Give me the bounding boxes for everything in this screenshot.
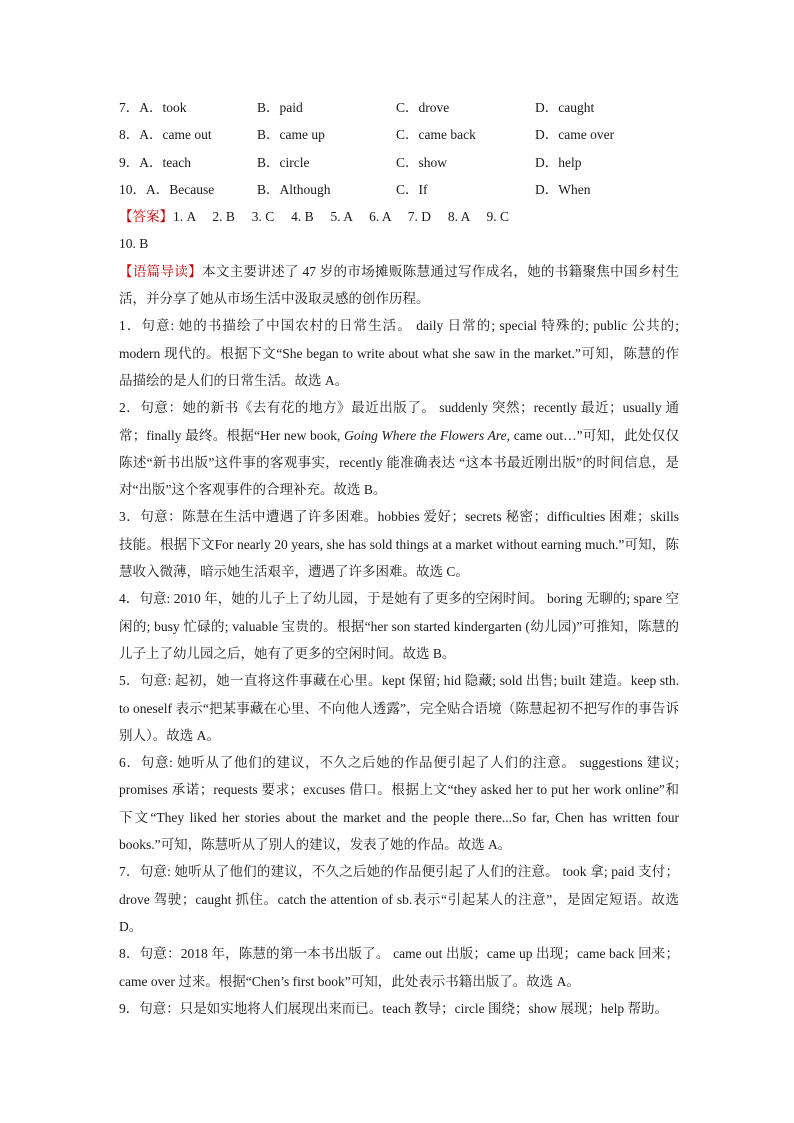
option-b: B．paid (257, 100, 303, 115)
book-title: Going Where the Flowers Are (344, 427, 507, 443)
explanation-9: 9．句意：只是如实地将人们展现出来而已。teach 教导；circle 围绕；show 展现；help 帮助。 (119, 1000, 668, 1016)
option-d: D．caught (535, 100, 595, 115)
explanation-5: 5．句意: 起初，她一直将这件事藏在心里。kept 保留; hid 隐藏; sold 出售; built 建造。keep sth. to oneself 表示“把某事藏在心里、不向他人透露”，完全贴合语境（陈慧起初不把写作的事告诉别人）。故选 A。 (119, 673, 679, 743)
explanation-8: 8．句意：2018 年，陈慧的第一本书出版了。 came out 出版；came up 出现；came back 回来；came over 过来。根据“Chen’s first book”可知，此处表示书籍出版了。故选 A。 (119, 946, 679, 989)
explanation-2-part: 2．句意：她的新书《去有花的地方》最近出版了。 suddenly 突然；recently 最近；usually 通常；finally 最终。根据“Her new book, (119, 400, 679, 443)
answer-block (119, 203, 679, 258)
option-a: 7．A．took (119, 100, 187, 115)
option-row (119, 121, 679, 148)
option-c: C．drove (396, 100, 450, 115)
explanation-2-part: , came out…”可知，此处仅仅陈述“新书出版”这件事的客观事实，recently 能准确表达 “这本书最近刚出版”的时间信息，是对“出版”这个客观事件的合理补充。故选 B。 (119, 427, 679, 498)
option-row (119, 94, 679, 121)
option-b: B．circle (257, 154, 310, 170)
option-d: D．help (535, 154, 582, 170)
option-d: D．When (535, 181, 591, 197)
answer-line-2: 10. B (119, 236, 149, 252)
option-d: D．came over (535, 127, 615, 143)
explanation-6: 6．句意: 她听从了他们的建议，不久之后她的作品便引起了人们的注意。 suggestions 建议; promises 承诺；requests 要求；excuses 借口。根据上文“they asked her to put her work online”和下文“They liked her stories about the market and the people there...So far, Chen has written four books.”可知，陈慧听从了别人的建议，发表了她的作品。故选 A。 (119, 755, 679, 853)
explanation-7: 7．句意: 她听从了他们的建议，不久之后她的作品便引起了人们的注意。 took 拿; paid 支付；drove 驾驶；caught 抓住。catch the attention of sb.表示“引起某人的注意”，是固定短语。故选 D。 (119, 864, 679, 934)
guide-text: 本文主要讲述了 47 岁的市场摊贩陈慧通过写作成名，她的书籍聚焦中国乡村生活，并分享了她从市场生活中汲取灵感的创作历程。 (119, 263, 680, 307)
explanation-2 (119, 394, 679, 503)
answer-label: 【答案】 (119, 209, 173, 225)
option-c: C．show (396, 154, 448, 170)
option-row (119, 149, 679, 176)
option-b: B．Although (257, 181, 331, 197)
answer-line-1: 1. A 2. B 3. C 4. B 5. A 6. A 7. D 8. A 9. C (173, 209, 510, 225)
content (119, 94, 679, 1022)
option-a: 8．A．came out (119, 127, 212, 143)
guide-label: 【语篇导读】 (119, 263, 202, 279)
option-c: C．If (396, 181, 428, 197)
option-row (119, 176, 679, 203)
option-b: B．came up (257, 127, 325, 143)
guide-paragraph (119, 258, 679, 313)
option-a: 10．A．Because (119, 181, 215, 197)
explanation-3: 3．句意：陈慧在生活中遭遇了许多困难。hobbies 爱好；secrets 秘密；difficulties 困难；skills 技能。根据下文For nearly 20 years, she has sold things at a market without earning much.”可知，陈慧收入微薄，暗示她生活艰辛，遭遇了许多困难。故选 C。 (119, 509, 679, 580)
option-a: 9．A．teach (119, 154, 191, 170)
explanation-1: 1．句意: 她的书描绘了中国农村的日常生活。 daily 日常的; special 特殊的; public 公共的; modern 现代的。根据下文“She began to write about what she saw in the market.”可知，陈慧的作品描绘的是人们的日常生活。故选 A。 (119, 318, 679, 388)
option-c: C．came back (396, 127, 476, 143)
explanation-4: 4．句意: 2010 年，她的儿子上了幼儿园，于是她有了更多的空闲时间。 boring 无聊的; spare 空闲的; busy 忙碌的; valuable 宝贵的。根据“her son started kindergarten (幼儿园)”可推知，陈慧的儿子上了幼儿园之后，她有了更多的空闲时间。故选 B。 (119, 591, 679, 661)
